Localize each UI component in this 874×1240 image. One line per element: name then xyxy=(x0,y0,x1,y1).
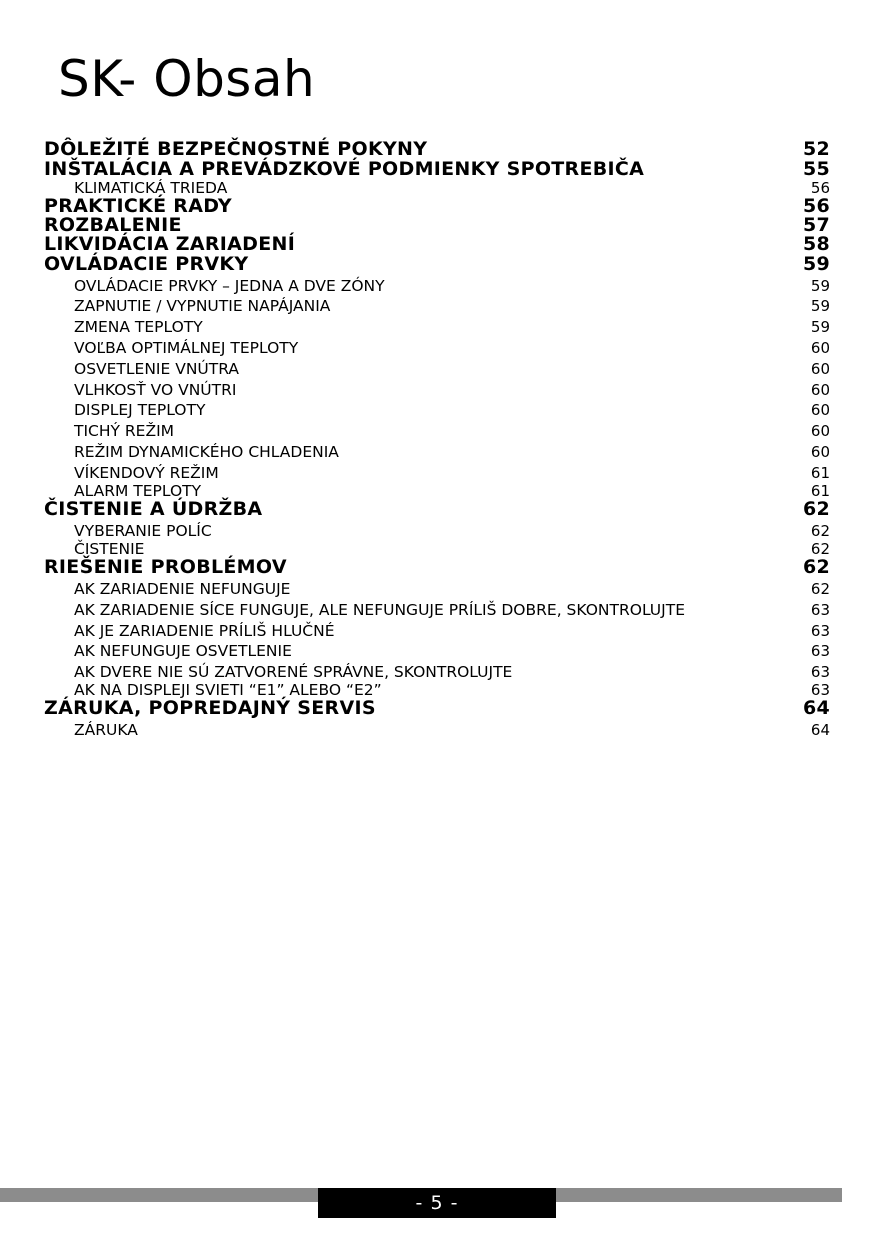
toc-label: OVLÁDACIE PRVKY – JEDNA A DVE ZÓNY xyxy=(74,276,385,295)
toc-entry[interactable] xyxy=(44,357,830,378)
toc-entry[interactable] xyxy=(44,399,830,420)
toc-page-number: 58 xyxy=(802,233,830,256)
toc-page-number: 63 xyxy=(810,642,830,661)
toc-page-number: 62 xyxy=(810,539,830,558)
toc-heading[interactable] xyxy=(44,558,830,577)
toc-label: ZÁRUKA xyxy=(74,721,138,740)
toc-label: ČISTENIE xyxy=(74,539,145,558)
toc-label: INŠTALÁCIA A PREVÁDZKOVÉ PODMIENKY SPOTREBIČA xyxy=(44,157,645,180)
toc-label: OSVETLENIE VNÚTRA xyxy=(74,359,239,378)
toc-entry[interactable] xyxy=(44,274,830,295)
toc-entry[interactable] xyxy=(44,295,830,316)
toc-entry[interactable] xyxy=(44,419,830,440)
toc-page-number: 59 xyxy=(802,252,830,275)
toc-page-number: 62 xyxy=(810,579,830,598)
page-number: - 5 - xyxy=(318,1188,556,1218)
toc-entry[interactable] xyxy=(44,598,830,619)
toc-heading[interactable] xyxy=(44,235,830,254)
toc-label: ZAPNUTIE / VYPNUTIE NAPÁJANIA xyxy=(74,297,331,316)
toc-page-number: 64 xyxy=(802,697,830,720)
toc-page-number: 52 xyxy=(802,138,830,161)
toc-entry[interactable] xyxy=(44,718,830,739)
toc-page-number: 62 xyxy=(802,556,830,579)
toc-page-number: 63 xyxy=(810,621,830,640)
toc-label: DISPLEJ TEPLOTY xyxy=(74,401,206,420)
toc-label: ROZBALENIE xyxy=(44,214,182,237)
toc-label: LIKVIDÁCIA ZARIADENÍ xyxy=(44,233,296,256)
toc-label: DÔLEŽITÉ BEZPEČNOSTNÉ POKYNY xyxy=(44,138,428,161)
toc-label: AK NEFUNGUJE OSVETLENIE xyxy=(74,642,292,661)
toc-entry[interactable] xyxy=(44,577,830,598)
toc-entry[interactable] xyxy=(44,660,830,681)
toc-page-number: 57 xyxy=(802,214,830,237)
toc-page-number: 62 xyxy=(802,498,830,521)
toc-heading[interactable] xyxy=(44,699,830,718)
toc-page-number: 63 xyxy=(810,600,830,619)
toc-page-number: 63 xyxy=(810,681,830,700)
toc-label: OVLÁDACIE PRVKY xyxy=(44,252,249,275)
toc-label: VÍKENDOVÝ REŽIM xyxy=(74,463,219,482)
toc-label: ZÁRUKA, POPREDAJNÝ SERVIS xyxy=(44,697,376,720)
toc-heading[interactable] xyxy=(44,159,830,178)
toc-page-number: 60 xyxy=(810,422,830,441)
toc-entry[interactable] xyxy=(44,315,830,336)
toc-page-number: 56 xyxy=(802,194,830,217)
toc-heading[interactable] xyxy=(44,254,830,273)
toc-label: AK JE ZARIADENIE PRÍLIŠ HLUČNÉ xyxy=(74,621,335,640)
toc-entry[interactable] xyxy=(44,179,830,197)
toc-page-number: 64 xyxy=(810,721,830,740)
toc-entry[interactable] xyxy=(44,619,830,640)
toc-label: RIEŠENIE PROBLÉMOV xyxy=(44,556,287,579)
toc-page-number: 60 xyxy=(810,359,830,378)
toc-page-number: 63 xyxy=(810,663,830,682)
toc-page-number: 61 xyxy=(810,481,830,500)
toc-page-number: 60 xyxy=(810,442,830,461)
toc-label: ALARM TEPLOTY xyxy=(74,481,202,500)
toc-page-number: 62 xyxy=(810,521,830,540)
toc-label: TICHÝ REŽIM xyxy=(74,422,175,441)
toc-heading[interactable] xyxy=(44,194,830,217)
toc-heading[interactable] xyxy=(44,500,830,519)
toc-label: AK ZARIADENIE NEFUNGUJE xyxy=(74,579,291,598)
toc-page-number: 61 xyxy=(810,463,830,482)
toc-label: ČISTENIE A ÚDRŽBA xyxy=(44,498,263,521)
toc-label: VLHKOSŤ VO VNÚTRI xyxy=(74,380,237,399)
toc-label: AK NA DISPLEJI SVIETI “E1” ALEBO “E2” xyxy=(74,681,382,700)
toc-label: VOĽBA OPTIMÁLNEJ TEPLOTY xyxy=(74,338,299,357)
toc-page-number: 60 xyxy=(810,338,830,357)
toc-page-number: 59 xyxy=(810,297,830,316)
page-title: SK- Obsah xyxy=(58,50,316,108)
toc-entry[interactable] xyxy=(44,336,830,357)
toc-label: REŽIM DYNAMICKÉHO CHLADENIA xyxy=(74,442,339,461)
toc-label: PRAKTICKÉ RADY xyxy=(44,194,232,217)
toc-page-number: 56 xyxy=(810,178,830,197)
table-of-contents xyxy=(44,140,830,739)
toc-page-number: 59 xyxy=(810,276,830,295)
toc-entry[interactable] xyxy=(44,461,830,482)
toc-label: AK ZARIADENIE SÍCE FUNGUJE, ALE NEFUNGUJE PRÍLIŠ DOBRE, SKONTROLUJTE xyxy=(74,600,685,619)
toc-page-number: 59 xyxy=(810,318,830,337)
toc-label: VYBERANIE POLÍC xyxy=(74,521,212,540)
toc-label: AK DVERE NIE SÚ ZATVORENÉ SPRÁVNE, SKONTROLUJTE xyxy=(74,663,513,682)
toc-page-number: 55 xyxy=(802,157,830,180)
toc-label: KLIMATICKÁ TRIEDA xyxy=(74,178,228,197)
toc-entry[interactable] xyxy=(44,378,830,399)
toc-page-number: 60 xyxy=(810,380,830,399)
toc-entry[interactable] xyxy=(44,640,830,661)
toc-entry[interactable] xyxy=(44,440,830,461)
toc-entry[interactable] xyxy=(44,519,830,540)
toc-heading[interactable] xyxy=(44,140,830,159)
toc-page-number: 60 xyxy=(810,401,830,420)
toc-label: ZMENA TEPLOTY xyxy=(74,318,203,337)
